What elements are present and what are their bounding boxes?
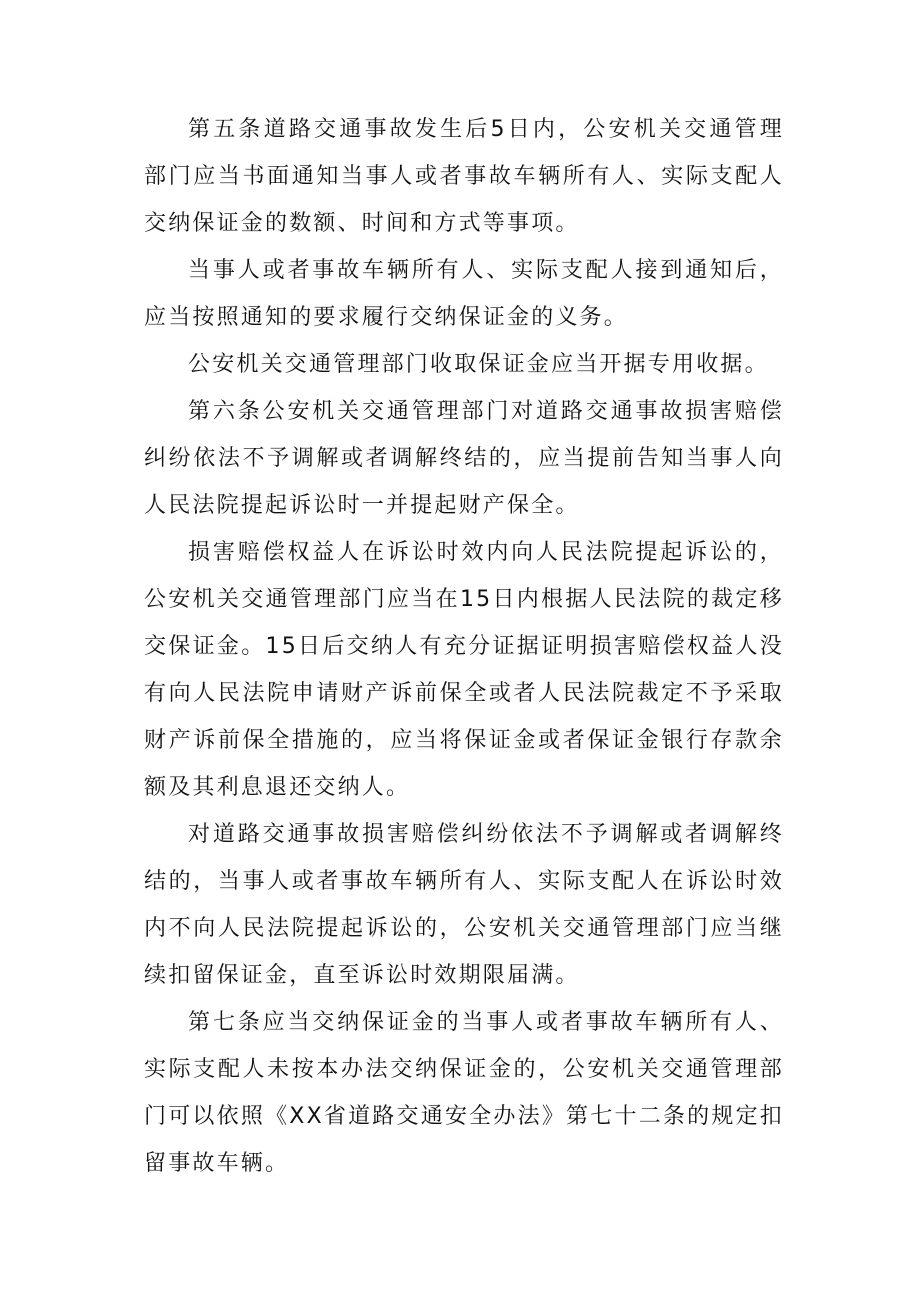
paragraph-article-7: 第七条应当交纳保证金的当事人或者事故车辆所有人、实际支配人未按本办法交纳保证金的，公安机关交通管理部门可以依照《XX省道路交通安全办法》第七十二条的规定扣留事故车辆。 bbox=[144, 1010, 784, 1176]
document-body bbox=[144, 106, 784, 1187]
paragraph-payment-obligation: 当事人或者事故车辆所有人、实际支配人接到通知后，应当按照通知的要求履行交纳保证金的义务。 bbox=[144, 258, 784, 330]
paragraph-transfer-deposit: 损害赔偿权益人在诉讼时效内向人民法院提起诉讼的，公安机关交通管理部门应当在15日内根据人民法院的裁定移交保证金。15日后交纳人有充分证据证明损害赔偿权益人没有向人民法院申请财产诉前保全或者人民法院裁定不予采取财产诉前保全措施的，应当将保证金或者保证金银行存款余额及其利息退还交纳人。 bbox=[144, 540, 784, 800]
paragraph-article-6: 第六条公安机关交通管理部门对道路交通事故损害赔偿纠纷依法不予调解或者调解终结的，应当提前告知当事人向人民法院提起诉讼时一并提起财产保全。 bbox=[144, 399, 784, 518]
paragraph-article-5: 第五条道路交通事故发生后5日内，公安机关交通管理部门应当书面通知当事人或者事故车辆所有人、实际支配人交纳保证金的数额、时间和方式等事项。 bbox=[144, 117, 784, 236]
paragraph-retain-deposit: 对道路交通事故损害赔偿纠纷依法不予调解或者调解终结的，当事人或者事故车辆所有人、实际支配人在诉讼时效内不向人民法院提起诉讼的，公安机关交通管理部门应当继续扣留保证金，直至诉讼时效期限届满。 bbox=[144, 822, 784, 988]
paragraph-receipt: 公安机关交通管理部门收取保证金应当开据专用收据。 bbox=[188, 352, 769, 377]
